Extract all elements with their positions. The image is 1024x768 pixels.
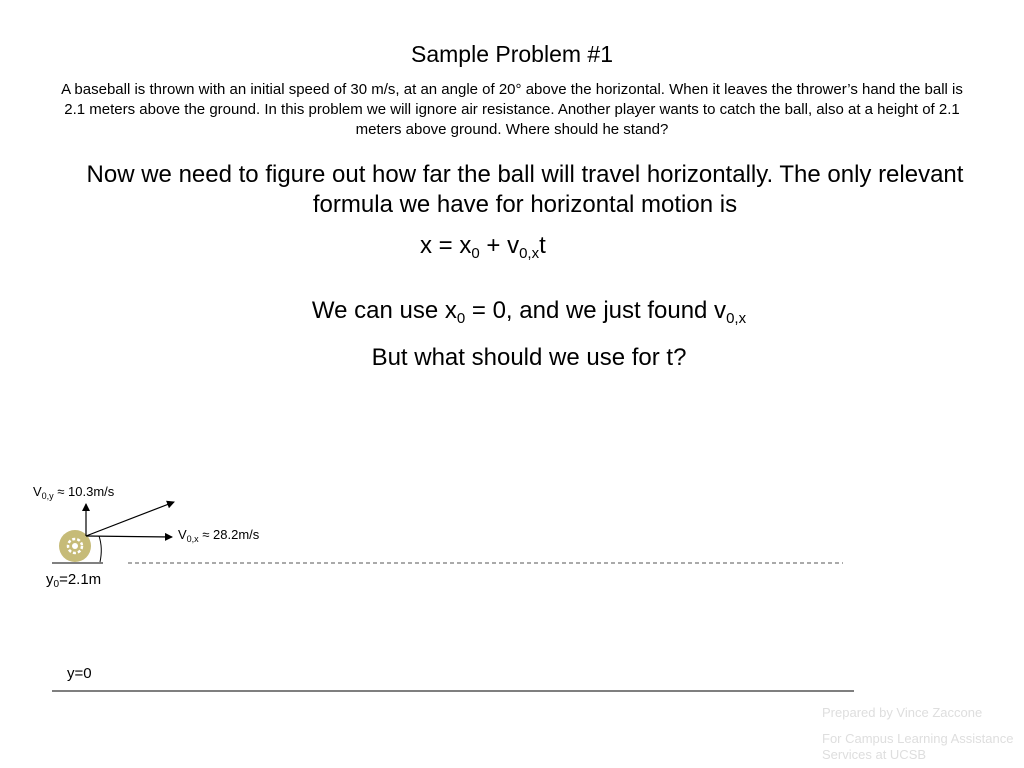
formula-x0: x: [459, 232, 472, 259]
note-sub2: 0,x: [726, 310, 747, 327]
slide-title: Sample Problem #1: [411, 41, 613, 67]
ground-label: y=0: [67, 665, 92, 682]
formula-v: v: [507, 232, 520, 259]
y0-base: y: [46, 571, 54, 588]
formula-equals: =: [438, 232, 453, 259]
formula-v-subscript: 0,x: [519, 245, 540, 262]
vy-label: [33, 484, 114, 499]
note-sub1: 0: [456, 310, 466, 327]
vx-label-value: ≈ 28.2m/s: [198, 527, 260, 542]
vy-label-sub: 0,y: [41, 491, 54, 501]
vy-label-base: V: [33, 484, 42, 499]
vx-label: [178, 527, 259, 542]
vy-label-value: ≈ 10.3m/s: [53, 484, 115, 499]
note-part1: We can use x: [311, 297, 457, 324]
time-question: But what should we use for t?: [371, 344, 687, 371]
formula-t: t: [539, 232, 546, 259]
formula-plus: +: [486, 232, 501, 259]
y0-sub: 0: [53, 579, 60, 590]
initial-height-label: [46, 571, 101, 588]
formula-lhs: x: [420, 232, 432, 259]
velocity-arrow-icon: [86, 502, 174, 536]
credit-organization: For Campus Learning Assistance Services at UCSB: [822, 731, 1014, 762]
angle-arc: [99, 536, 101, 562]
credit-prepared-by: Prepared by Vince Zaccone: [822, 705, 983, 720]
baseball-center: [72, 543, 78, 549]
problem-statement: A baseball is thrown with an initial speed of 30 m/s, at an angle of 20° above the horizontal. When it leaves the thrower’s hand the ball is 2.1 meters above the ground. In this problem we will ignore air resistance. Another player wants to catch the ball, also at a height of 2.1 meters above ground. Where should he stand?: [61, 81, 963, 138]
formula-x0-subscript: 0: [471, 245, 480, 262]
explanation-text: Now we need to figure out how far the ball will travel horizontally. The only relevant formula we have for horizontal motion is: [86, 161, 964, 218]
y0-value: =2.1m: [59, 571, 102, 588]
note-part2: = 0, and we just found v: [465, 297, 727, 324]
vx-label-base: V: [178, 527, 187, 542]
vx-label-sub: 0,x: [186, 534, 199, 544]
